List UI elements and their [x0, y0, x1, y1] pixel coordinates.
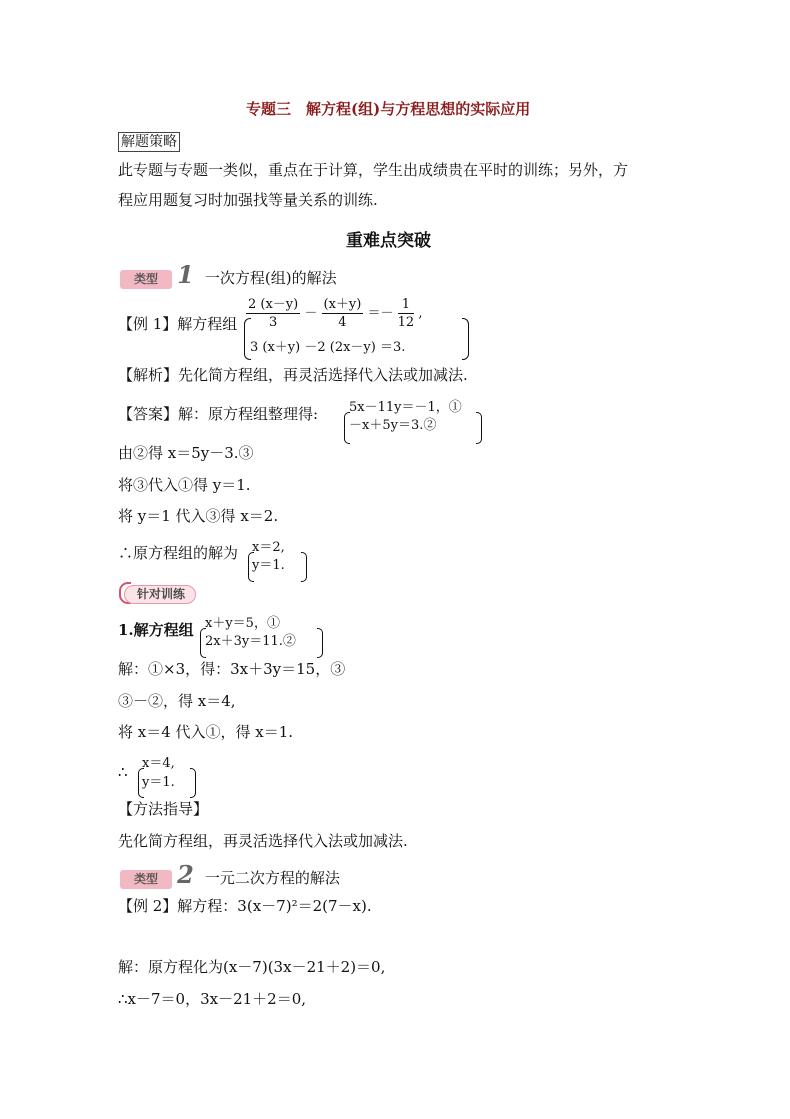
method-text: 先化简方程组，再灵活选择代入法或加减法.	[118, 832, 408, 850]
solution-x: x＝2,	[252, 540, 285, 555]
page-title: 专题三 解方程(组)与方程思想的实际应用	[246, 100, 531, 118]
type2-title: 一元二次方程的解法	[204, 869, 340, 887]
answer-system-eq2: －x＋5y＝3.②	[349, 418, 437, 433]
type1-header	[120, 260, 337, 289]
question1-left-brace	[200, 628, 206, 658]
example2-label: 【例 2】解方程：3(x－7)²＝2(7－x).	[118, 897, 372, 915]
type1-tag: 类型	[120, 270, 172, 289]
fraction-1: $\frac{2 (x-y)}{3}$	[248, 297, 299, 330]
fraction-2: $\frac{(x+y)}{4}$	[323, 297, 362, 330]
answer-step3: 将 y＝1 代入③得 x＝2.	[118, 507, 279, 525]
answer-system-eq1: 5x－11y＝－1，①	[349, 400, 462, 415]
right-brace	[462, 318, 469, 360]
question1-solution-y: y＝1.	[142, 775, 175, 790]
question1-step2: ③－②，得 x＝4,	[118, 692, 236, 710]
example1-analysis: 【解析】先化简方程组，再灵活选择代入法或加减法.	[118, 366, 468, 384]
question1-solution-x: x＝4,	[142, 756, 175, 771]
question1-label: 1.解方程组	[118, 621, 194, 639]
example1-eq2: 3 (x＋y) －2 (2x－y) ＝3.	[250, 340, 406, 355]
question1-solution-left-brace	[138, 768, 144, 798]
question1-system-eq2: 2x＋3y＝11.②	[205, 634, 296, 649]
question1-system-eq1: x＋y＝5，①	[205, 616, 280, 631]
strategy-label: 解题策略	[118, 132, 180, 152]
equals-sign: ＝－	[367, 306, 394, 321]
example1-label: 【例 1】解方程组	[118, 315, 238, 333]
comma: ,	[418, 306, 423, 321]
question1-right-brace	[317, 628, 323, 658]
conclusion-label: ∴原方程组的解为	[118, 544, 239, 562]
drill-badge	[124, 583, 196, 604]
answer-right-brace	[476, 412, 482, 444]
type2-tag: 类型	[120, 870, 172, 889]
type1-title: 一次方程(组)的解法	[204, 269, 337, 287]
type2-number: 2	[177, 860, 194, 889]
example2-step2: ∴x－7＝0，3x－21＋2＝0,	[118, 990, 307, 1008]
question1-step1: 解：①×3，得：3x＋3y＝15，③	[118, 660, 346, 678]
answer-left-brace	[344, 412, 350, 444]
question1-step3: 将 x＝4 代入①，得 x＝1.	[118, 723, 294, 741]
question1-solution-right-brace	[190, 768, 196, 798]
drill-label: 针对训练	[124, 585, 196, 604]
answer-label: 【答案】解：原方程组整理得:	[118, 405, 319, 423]
solution-left-brace	[248, 552, 254, 582]
strategy-text-line1: 此专题与专题一类似，重点在于计算，学生出成绩贵在平时的训练；另外，方	[118, 161, 629, 179]
method-label: 【方法指导】	[118, 800, 209, 818]
example1-eq1	[246, 296, 422, 331]
type2-header	[120, 860, 340, 889]
example2-step1: 解：原方程化为(x－7)(3x－21＋2)＝0,	[118, 958, 386, 976]
section-heading: 重难点突破	[346, 231, 431, 251]
minus-sign: －	[304, 306, 318, 321]
answer-step2: 将③代入①得 y＝1.	[118, 476, 251, 494]
answer-step1: 由②得 x＝5y－3.③	[118, 444, 254, 462]
type1-number: 1	[177, 260, 194, 289]
solution-right-brace	[301, 552, 307, 582]
question1-therefore: ∴	[118, 763, 128, 781]
fraction-3: $\frac{1}{12}$	[397, 297, 415, 330]
solution-y: y＝1.	[252, 558, 285, 573]
strategy-text-line2: 程应用题复习时加强找等量关系的训练.	[118, 191, 378, 209]
